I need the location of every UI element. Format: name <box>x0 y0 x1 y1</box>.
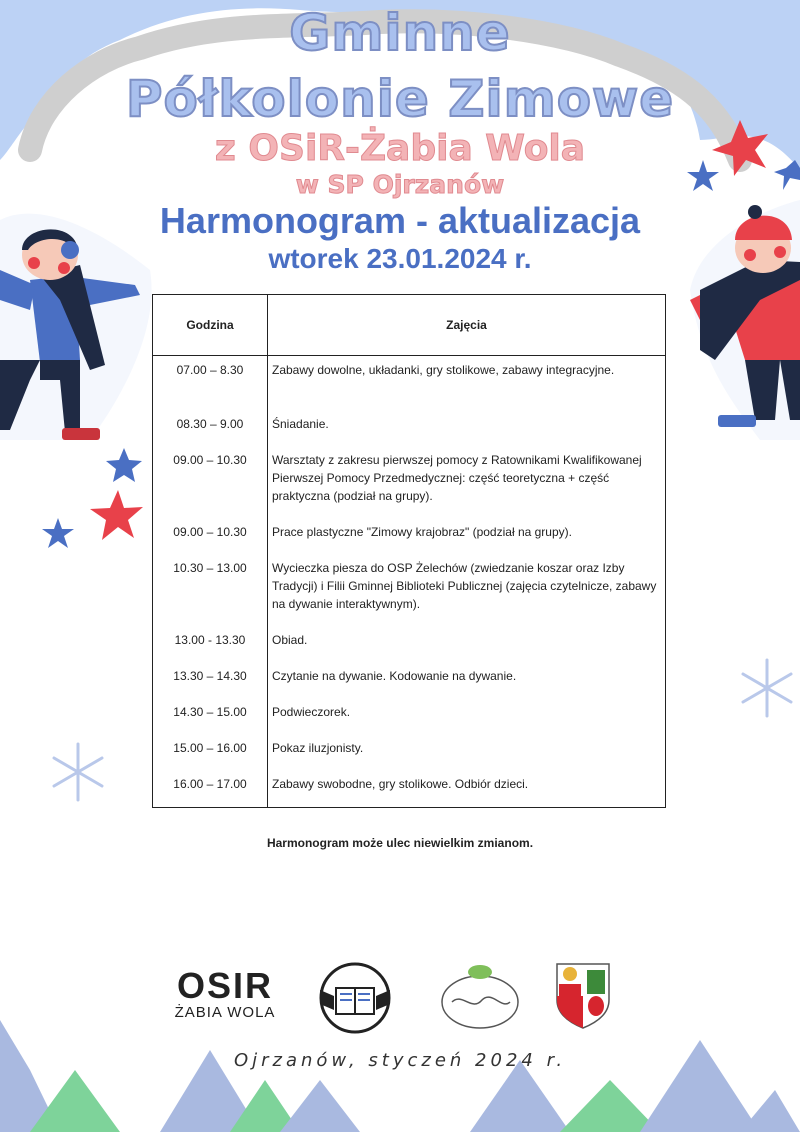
table-row <box>153 734 666 770</box>
table-row <box>153 662 666 698</box>
row-time: 13.30 – 14.30 <box>153 662 268 698</box>
title-line-1: Gminne <box>289 4 511 62</box>
row-activity: Czytanie na dywanie. Kodowanie na dywanie. <box>268 662 666 698</box>
footer-place-date: Ojrzanów, styczeń 2024 r. <box>233 1050 567 1071</box>
gmina-nature-logo <box>438 962 522 1032</box>
osir-logo <box>170 965 280 1021</box>
osir-logo-subtext: ŻABIA WOLA <box>174 1004 276 1021</box>
row-time: 09.00 – 10.30 <box>153 446 268 518</box>
row-time: 15.00 – 16.00 <box>153 734 268 770</box>
table-row <box>153 626 666 662</box>
row-activity: Prace plastyczne "Zimowy krajobraz" (podział na grupy). <box>268 518 666 554</box>
table-header-row <box>153 295 666 356</box>
row-time: 08.30 – 9.00 <box>153 410 268 446</box>
row-activity: Wycieczka piesza do OSP Żelechów (zwiedzanie koszar oraz Izby Tradycji) i Filii Gminnej Biblioteki Publicznej (zajęcia czytelnicze, zabawy na dywanie interaktywnym). <box>268 554 666 626</box>
schedule-heading: Harmonogram - aktualizacja <box>159 200 641 241</box>
row-time: 07.00 – 8.30 <box>153 356 268 410</box>
schedule-note: Harmonogram może ulec niewielkim zmianom. <box>266 836 534 850</box>
row-activity: Śniadanie. <box>268 410 666 446</box>
row-activity: Obiad. <box>268 626 666 662</box>
column-header-time: Godzina <box>153 295 268 356</box>
row-activity: Podwieczorek. <box>268 698 666 734</box>
table-row <box>153 356 666 410</box>
coat-of-arms-logo <box>553 960 613 1030</box>
row-time: 09.00 – 10.30 <box>153 518 268 554</box>
school-logo <box>312 960 398 1036</box>
organizer-line: z OSiR-Żabia Wola <box>214 128 586 169</box>
table-row <box>153 554 666 626</box>
osir-logo-text: OSIR <box>176 965 273 1006</box>
table-row <box>153 446 666 518</box>
star-icon <box>106 448 142 482</box>
venue-line: w SP Ojrzanów <box>295 170 505 199</box>
table-row <box>153 698 666 734</box>
star-icon <box>42 518 74 548</box>
row-activity: Pokaz iluzjonisty. <box>268 734 666 770</box>
row-time: 13.00 - 13.30 <box>153 626 268 662</box>
table-row <box>153 518 666 554</box>
row-activity: Zabawy swobodne, gry stolikowe. Odbiór dzieci. <box>268 770 666 808</box>
snowflake-icon <box>54 744 102 800</box>
schedule-table <box>152 294 666 808</box>
schedule-date: wtorek 23.01.2024 r. <box>268 243 532 274</box>
trees-decoration <box>0 1020 800 1132</box>
row-time: 16.00 – 17.00 <box>153 770 268 808</box>
table-row <box>153 410 666 446</box>
column-header-activity: Zajęcia <box>268 295 666 356</box>
star-icon <box>90 490 143 540</box>
table-row <box>153 770 666 808</box>
row-activity: Zabawy dowolne, układanki, gry stolikowe, zabawy integracyjne. <box>268 356 666 410</box>
title-line-2: Półkolonie Zimowe <box>125 70 675 128</box>
snowflake-icon <box>743 660 791 716</box>
row-activity: Warsztaty z zakresu pierwszej pomocy z Ratownikami Kwalifikowanej Pierwszej Pomocy Przedmedycznej: część teoretyczna + część praktyczna (podział na grupy). <box>268 446 666 518</box>
row-time: 14.30 – 15.00 <box>153 698 268 734</box>
row-time: 10.30 – 13.00 <box>153 554 268 626</box>
